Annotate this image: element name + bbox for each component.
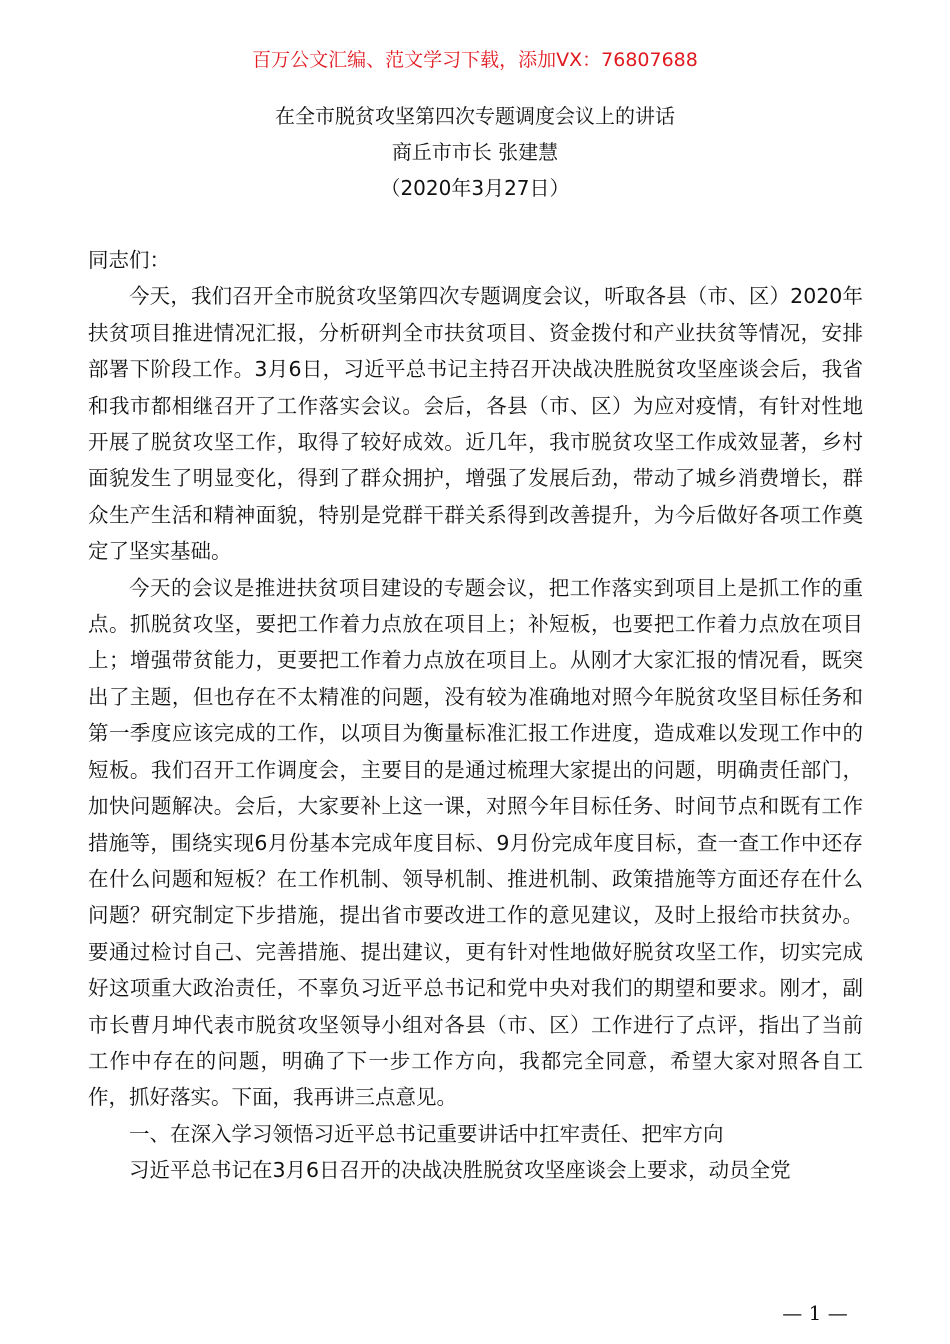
section-heading: 一、在深入学习领悟习近平总书记重要讲话中扛牢责任、把牢方向 [129,1121,724,1146]
paragraph: 今天的会议是推进扶贫项目建设的专题会议，把工作落实到项目上是抓工作的重点。抓脱贫攻坚，要把工作着力点放在项目上；补短板，也要把工作着力点放在项目上；增强带贫能力，更要把工作着力点放在项目上。从刚才大家汇报的情况看，既突出了主题，但也存在不太精准的问题，没有较为准确地对照今年脱贫攻坚目标任务和第一季度应该完成的工作，以项目为衡量标准汇报工作进度，造成难以发现工作中的短板。我们召开工作调度会，主要目的是通过梳理大家提出的问题，明确责任部门，加快问题解决。会后，大家要补上这一课，对照今年目标任务、时间节点和既有工作措施等，围绕实现6月份基本完成年度目标、9月份完成年度目标，查一查工作中还存在什么问题和短板？在工作机制、领导机制、推进机制、政策措施等方面还存在什么问题？研究制定下步措施，提出省市要改进工作的意见建议，及时上报给市扶贫办。要通过检讨自己、完善措施、提出建议，更有针对性地做好脱贫攻坚工作，切实完成好这项重大政治责任，不辜负习近平总书记和党中央对我们的期望和要求。刚才，副市长曹月坤代表市脱贫攻坚领导小组对各县（市、区）工作进行了点评，指出了当前工作中存在的问题，明确了下一步工作方向，我都完全同意，希望大家对照各自工作，抓好落实。下面，我再讲三点意见。 [88,575,863,1110]
document-title: 在全市脱贫攻坚第四次专题调度会议上的讲话 [275,104,675,128]
paragraph: 今天，我们召开全市脱贫攻坚第四次专题调度会议，听取各县（市、区）2020年扶贫项目推进情况汇报，分析研判全市扶贫项目、资金拨付和产业扶贫等情况，安排部署下阶段工作。3月6日，习近平总书记主持召开决战决胜脱贫攻坚座谈会后，我省和我市都相继召开了工作落实会议。会后，各县（市、区）为应对疫情，有针对性地开展了脱贫攻坚工作，取得了较好成效。近几年，我市脱贫攻坚工作成效显著，乡村面貌发生了明显变化，得到了群众拥护，增强了发展后劲，带动了城乡消费增长，群众生产生活和精神面貌，特别是党群干群关系得到改善提升，为今后做好各项工作奠定了坚实基础。 [88,284,863,564]
document-header [0,98,950,206]
document-body [88,242,863,1189]
salutation: 同志们： [88,248,170,272]
page-number: — 1 — [782,1301,848,1325]
document-author: 商丘市市长 张建慧 [391,140,559,164]
promo-banner: 百万公文汇编、范文学习下载，添加VX：76807688 [252,49,698,71]
paragraph: 习近平总书记在3月6日召开的决战决胜脱贫攻坚座谈会上要求，动员全党 [129,1158,791,1183]
document-date: （2020年3月27日） [380,176,570,200]
